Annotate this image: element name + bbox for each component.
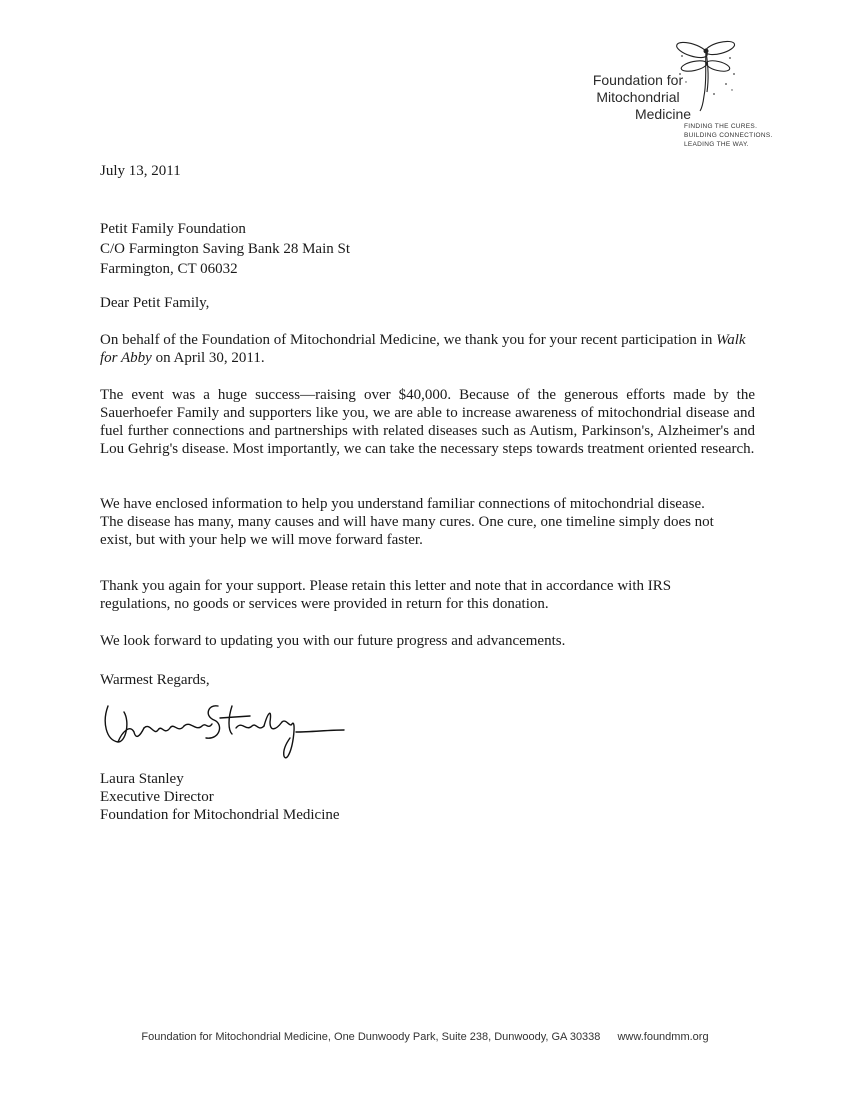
logo-line-1: Foundation for (592, 72, 684, 88)
tagline-line-1: FINDING THE CURES. (684, 123, 758, 130)
recipient-street: C/O Farmington Saving Bank 28 Main St (100, 241, 351, 257)
recipient-name: Petit Family Foundation (100, 221, 246, 237)
paragraph-thanks-text: On behalf of the Foundation of Mitochondrial Medicine, we thank you for your recent participation in (100, 332, 717, 348)
logo-line-2: Mitochondrial (596, 89, 680, 105)
recipient-city: Farmington, CT 06032 (100, 261, 238, 277)
paragraph-thanks-date: on April 30, 2011. (151, 350, 265, 366)
salutation: Dear Petit Family, (100, 295, 210, 311)
signer-title: Executive Director (100, 789, 214, 805)
logo-line-3: Medicine (634, 106, 692, 122)
recipient-address (100, 219, 350, 279)
paragraph-thanks (100, 331, 755, 367)
paragraph-enclosed-info: We have enclosed information to help you understand familiar connections of mitochondrial disease. The disease has many, many causes and will have many cures. One cure, one timeline simply does not exist, but with your help we will move forward faster. (100, 496, 714, 548)
foundation-logo-name (578, 72, 698, 123)
paragraph-look-forward: We look forward to updating you with our future progress and advancements. (100, 633, 566, 649)
letter-date: July 13, 2011 (100, 163, 181, 179)
handwritten-signature (100, 692, 360, 772)
paragraph-event-success: The event was a huge success—raising over $40,000. Because of the generous efforts made by the Sauerhoefer Family and supporters like you, we are able to increase awareness of mitochondrial disease and fuel further connections and partnerships with related diseases such as Autism, Parkinson's, Alzheimer's and Lou Gehrig's disease. Most importantly, we can take the necessary steps towards treatment oriented research. (100, 387, 755, 457)
closing: Warmest Regards, (100, 672, 210, 688)
signer-organization: Foundation for Mitochondrial Medicine (100, 807, 340, 823)
logo-tagline (684, 122, 804, 149)
letterhead-footer (0, 1031, 850, 1043)
signer-block (100, 770, 340, 824)
tagline-line-2: BUILDING CONNECTIONS. (684, 132, 773, 139)
signer-name: Laura Stanley (100, 771, 184, 787)
letterhead-logo (560, 30, 830, 160)
paragraph-irs-note: Thank you again for your support. Please retain this letter and note that in accordance with IRS regulations, no goods or services were provided in return for this donation. (100, 578, 672, 612)
event-name: Walk for Abby (100, 332, 746, 366)
footer-address: Foundation for Mitochondrial Medicine, One Dunwoody Park, Suite 238, Dunwoody, GA 30338 (141, 1031, 601, 1043)
footer-url: www.foundmm.org (617, 1031, 709, 1043)
tagline-line-3: LEADING THE WAY. (684, 141, 749, 148)
